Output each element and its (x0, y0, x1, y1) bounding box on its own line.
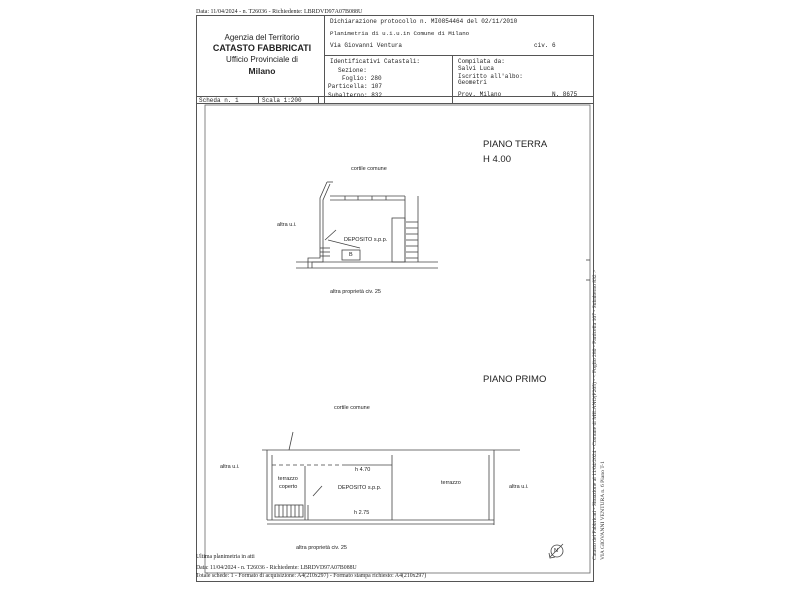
compiler-albo: Geometri (458, 79, 487, 86)
wall (308, 182, 327, 268)
footer-request-line: Data: 11/04/2024 - n. T26036 - Richiedente: LBRDVD97A07B088U (196, 565, 357, 571)
stair-box (392, 218, 405, 262)
terrazzo-coperto-label-2: coperto (279, 484, 298, 490)
agency-ufficio: Ufficio Provinciale di (226, 55, 298, 64)
ground-floor-title: PIANO TERRA (483, 139, 548, 150)
wall (289, 432, 293, 450)
side-cadastral-line: Catasto dei Fabbricati - Situazione al 11/04/2024 - Comune di MILANO(F205) - < Foglio 280 - Particella 107 - Subalterno 832 > (592, 269, 598, 560)
agency-city: Milano (248, 66, 276, 76)
first-altra-ui-right-label: altra u.i. (509, 484, 529, 490)
first-floor-plan (262, 432, 520, 525)
footer-format-line: Totale schede: 1 - Formato di acquisizione: A4(210x297) - Formato stampa richiesto: A4(210x297) (196, 573, 427, 579)
civic-number: civ. 6 (534, 42, 556, 49)
ground-floor-height: H 4.00 (483, 154, 511, 165)
first-floor-title: PIANO PRIMO (483, 374, 547, 385)
compiler-province: Prov. Milano (458, 91, 502, 98)
scale: Scala 1:200 (262, 97, 302, 104)
side-address-line: VIA GIOVANNI VENTURA n. 6 Piano T-1 (600, 461, 606, 560)
identifier-subalterno: Subalterno: 832 (328, 92, 383, 99)
ground-floor-plan (296, 182, 438, 268)
compiler-title: Compilata da: (458, 58, 505, 65)
first-deposito-label: DEPOSITO s.p.p. (338, 485, 382, 491)
identifier-foglio: Foglio: 280 (342, 75, 382, 82)
compiler-iscritto: Iscritto all'albo: (458, 73, 523, 80)
ultima-planimetria: Ultima planimetria in atti (196, 554, 255, 560)
compiler-number: N. 8675 (552, 91, 578, 98)
first-cortile-label: cortile comune (334, 405, 370, 411)
address-line: Via Giovanni Ventura (330, 42, 403, 49)
terrazzo-label: terrazzo (441, 480, 461, 486)
north-label: N (554, 548, 558, 554)
door-swing (313, 486, 322, 496)
compiler-name: Salvi Luca (458, 65, 495, 72)
first-altra-ui-left-label: altra u.i. (220, 464, 240, 470)
identifier-particella: Particella: 107 (328, 83, 383, 90)
ground-cortile-label: cortile comune (351, 166, 387, 172)
ground-altra-proprieta-label: altra proprietà civ. 25 (330, 289, 381, 295)
planimetria-line: Planimetria di u.i.u.in Comune di Milano (330, 30, 470, 37)
protocol-line: Dichiarazione protocollo n. MI0854464 del 02/11/2010 (330, 18, 518, 25)
identifier-sezione: Sezione: (338, 67, 367, 74)
identifiers-title: Identificativi Catastali: (330, 58, 421, 65)
sheet-number: Scheda n. 1 (199, 97, 239, 104)
ground-altra-ui-label: altra u.i. (277, 222, 297, 228)
agency-name: Agenzia del Territorio (224, 33, 300, 42)
room-b-label: B (349, 252, 353, 258)
first-altra-proprieta-label: altra proprietà civ. 25 (296, 545, 347, 551)
ground-deposito-label: DEPOSITO s.p.p. (344, 237, 388, 243)
header-request-line: Data: 11/04/2024 - n. T26036 - Richiedente: LBRDVD97A07B088U (196, 9, 363, 15)
terrazzo-coperto-label-1: terrazzo (278, 476, 298, 482)
drawing-area-frame (205, 105, 590, 573)
height-470-label: h 4.70 (355, 467, 371, 473)
height-275-label: h 2.75 (354, 510, 370, 516)
door-swing (325, 230, 336, 240)
agency-catasto: CATASTO FABBRICATI (212, 43, 312, 53)
